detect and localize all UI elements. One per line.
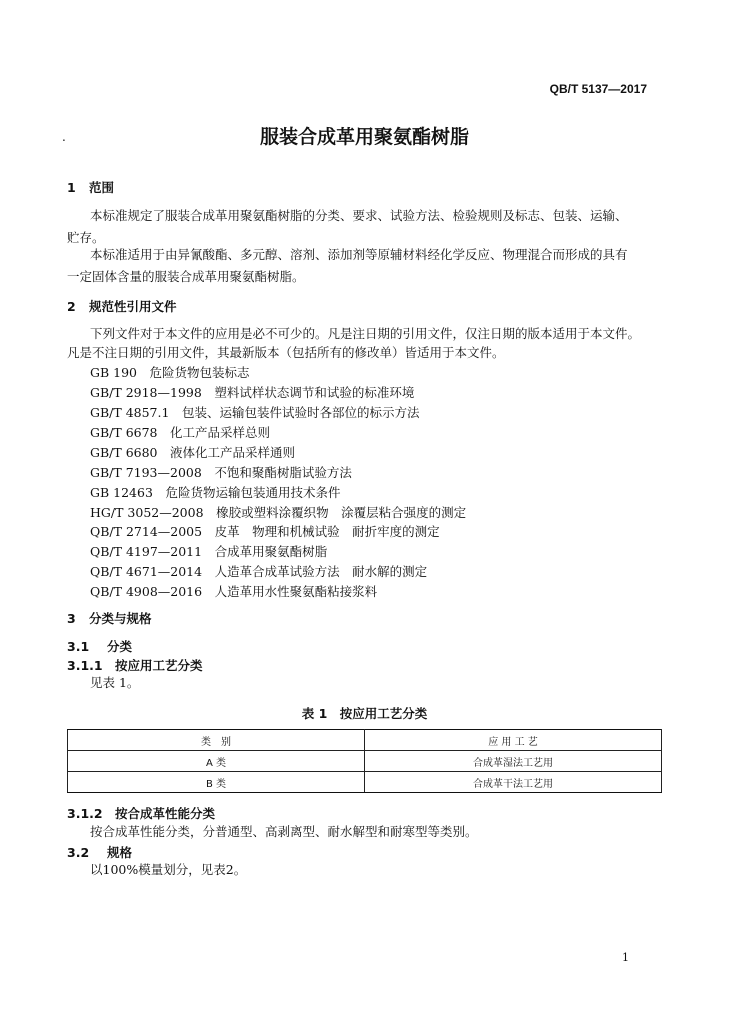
subsection-title: 分类 [107,639,133,654]
reference-title: 化工产品采样总则 [170,425,271,440]
reference-code: GB/T 4857.1 [90,405,170,420]
paragraph: 本标准适用于由异氰酸酯、多元醇、溶剂、添加剂等原辅材料经化学反应、物理混合而形成的具有 [90,247,628,262]
subsection-title: 按应用工艺分类 [115,658,203,673]
table-header-row [68,730,662,751]
subsection-number: 3.1.1 [67,658,103,673]
reference-item [90,443,295,461]
reference-code: GB/T 2918—1998 [90,385,202,400]
paragraph: 下列文件对于本文件的应用是必不可少的。凡是注日期的引用文件，仅注日期的版本适用于本文件。 [90,326,641,341]
reference-title: 人造革用水性聚氨酯粘接浆料 [214,584,378,599]
reference-item [90,463,352,481]
section-3-heading [67,609,152,627]
paragraph-cont: 一定固体含量的服装合成革用聚氨酯树脂。 [67,269,305,284]
standard-number: QB/T 5137—2017 [549,82,647,96]
subsection-title: 按合成革性能分类 [115,806,216,821]
reference-title: 危险货物包装标志 [149,365,250,380]
section-number: 1 [67,180,76,195]
reference-item [90,403,419,421]
paragraph-cont: 贮存。 [67,230,105,245]
reference-code: QB/T 4908—2016 [90,584,203,599]
reference-code: QB/T 2714—2005 [90,524,203,539]
document-title: 服装合成革用聚氨酯树脂 [259,126,469,148]
reference-code: GB/T 7193—2008 [90,465,202,480]
table-cell: 合成革干法工艺用 [365,772,662,793]
table-row [68,751,662,772]
reference-code: QB/T 4197—2011 [90,544,203,559]
table-cell: B 类 [68,772,365,793]
paragraph: 按合成革性能分类，分普通型、高剥离型、耐水解型和耐寒型等类别。 [90,824,478,839]
subsection-number: 3.1 [67,639,90,654]
paragraph: 见表 1。 [90,675,140,690]
page-number: 1 [622,951,629,964]
reference-code: GB/T 6680 [90,445,158,460]
section-title: 分类与规格 [89,611,152,626]
section-number: 3 [67,611,76,626]
reference-item [90,423,270,441]
reference-item [90,582,377,600]
reference-item [90,363,250,381]
reference-code: QB/T 4671—2014 [90,564,203,579]
reference-title: 危险货物运输包装通用技术条件 [165,485,341,500]
subsection-title: 规格 [107,845,133,860]
table-cell: 合成革湿法工艺用 [365,751,662,772]
reference-title: 人造革合成革试验方法 耐水解的测定 [214,564,428,579]
paragraph: 本标准规定了服装合成革用聚氨酯树脂的分类、要求、试验方法、检验规则及标志、包装、运输、 [90,208,628,223]
subsection-number: 3.1.2 [67,806,103,821]
margin-mark: . [62,130,66,144]
reference-item [90,562,427,580]
subsection-3-1-2-heading [67,804,215,822]
table-cell: A 类 [68,751,365,772]
section-2-heading [67,297,177,315]
reference-item [90,383,414,401]
reference-item [90,503,466,521]
reference-code: HG/T 3052—2008 [90,505,204,520]
reference-item [90,483,340,501]
reference-title: 塑料试样状态调节和试验的标准环境 [214,385,415,400]
reference-item [90,542,327,560]
subsection-3-1-heading [67,637,132,655]
section-title: 规范性引用文件 [89,299,177,314]
reference-title: 皮革 物理和机械试验 耐折牢度的测定 [214,524,440,539]
reference-title: 橡胶或塑料涂覆织物 涂覆层粘合强度的测定 [216,505,467,520]
reference-title: 合成革用聚氨酯树脂 [214,544,328,559]
paragraph: 以100%模量划分，见表2。 [90,862,247,877]
subsection-number: 3.2 [67,845,90,860]
paragraph-cont: 凡是不注日期的引用文件，其最新版本（包括所有的修改单）皆适用于本文件。 [67,345,505,360]
reference-item [90,522,440,540]
table-row [68,772,662,793]
section-title: 范围 [89,180,115,195]
reference-title: 包装、运输包装件试验时各部位的标示方法 [181,405,420,420]
table-caption: 表 1 按应用工艺分类 [301,706,428,721]
reference-code: GB 190 [90,365,138,380]
section-number: 2 [67,299,76,314]
reference-title: 不饱和聚酯树脂试验方法 [214,465,352,480]
section-1-heading [67,178,114,196]
table-header-cell: 类 别 [68,730,365,751]
reference-code: GB/T 6678 [90,425,158,440]
classification-table [67,729,662,793]
reference-code: GB 12463 [90,485,153,500]
reference-title: 液体化工产品采样通则 [170,445,296,460]
table-header-cell: 应 用 工 艺 [365,730,662,751]
